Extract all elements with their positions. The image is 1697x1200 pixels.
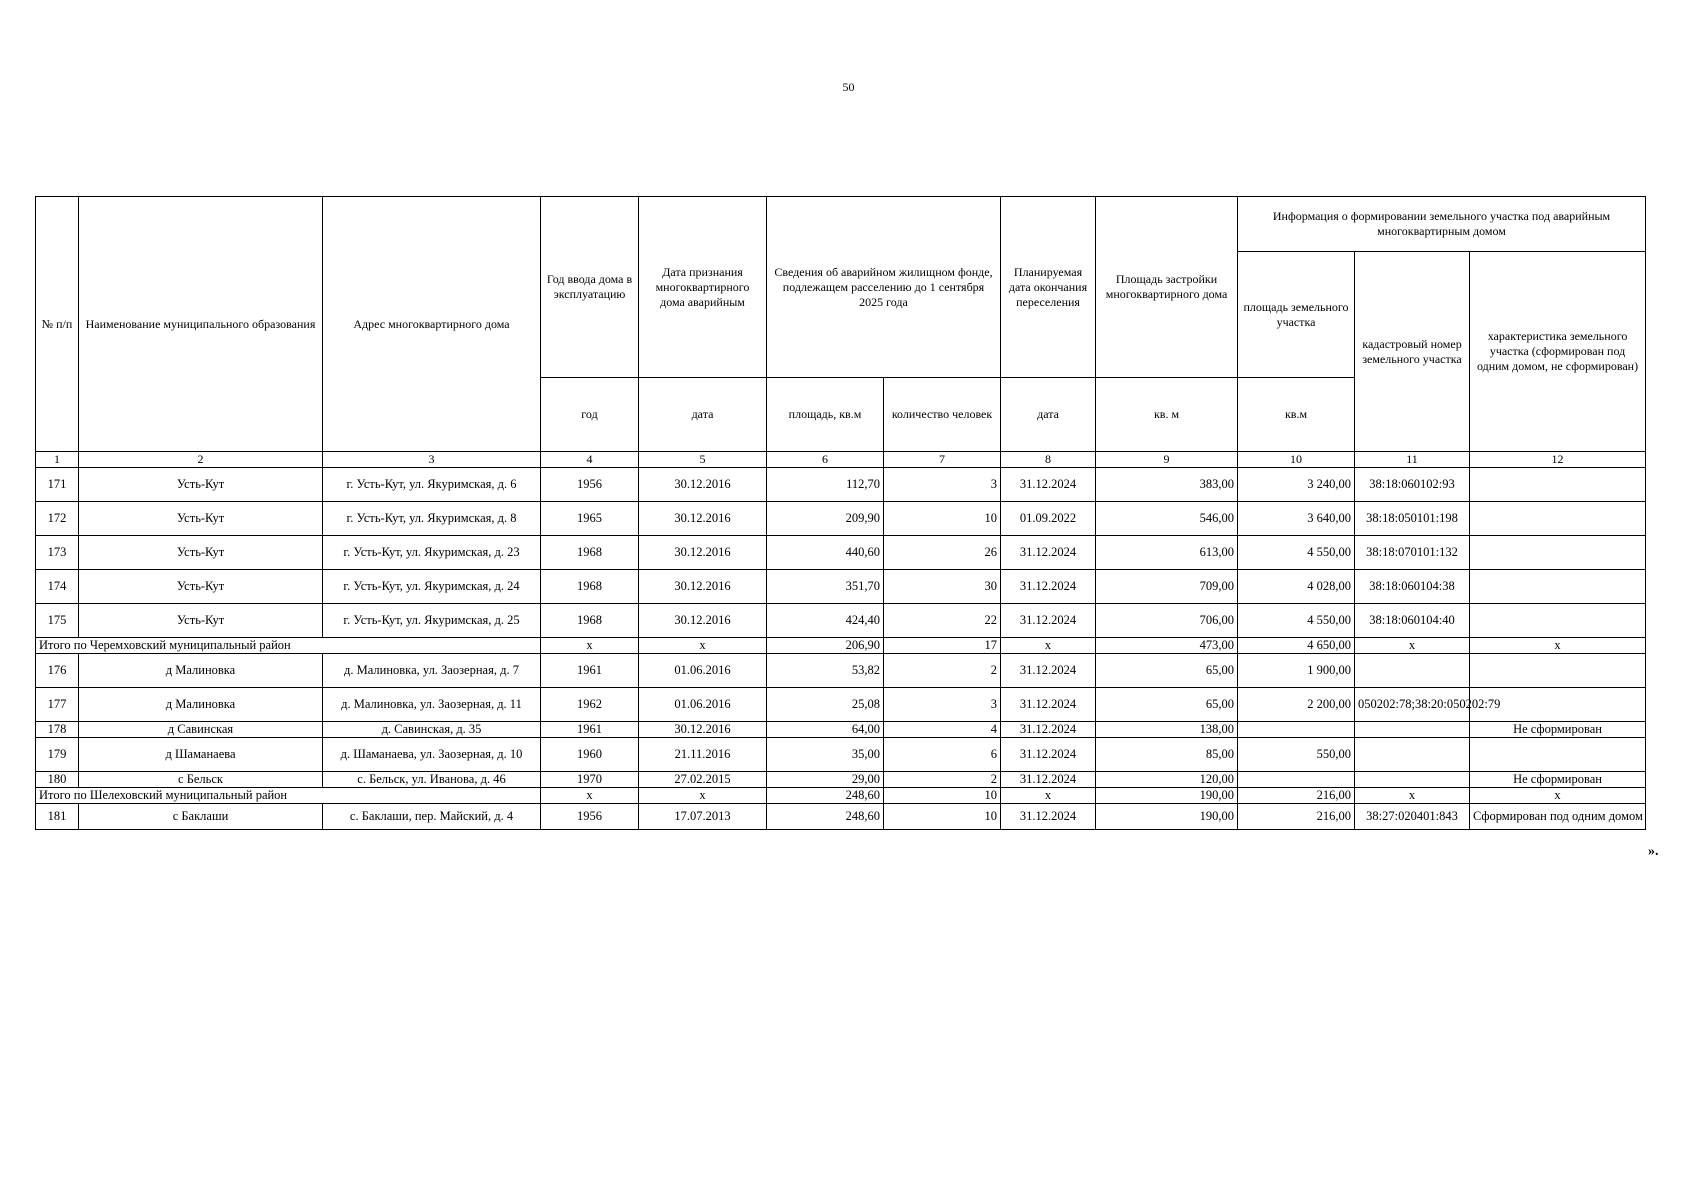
table-row — [36, 604, 1646, 638]
column-number: 4 — [541, 452, 639, 468]
area-cell: 424,40 — [767, 604, 884, 638]
year-cell: 1968 — [541, 536, 639, 570]
plan-date-cell: 01.09.2022 — [1001, 502, 1096, 536]
land-characteristic-cell — [1470, 468, 1646, 502]
area-cell: 440,60 — [767, 536, 884, 570]
header-land-area: площадь земельного участка — [1238, 252, 1355, 378]
subtotal-row — [36, 638, 1646, 654]
cadastral-cell: x — [1355, 638, 1470, 654]
land-area-cell: 3 240,00 — [1238, 468, 1355, 502]
table-row — [36, 738, 1646, 772]
municipality-cell: д Савинская — [79, 722, 323, 738]
cadastral-cell: 38:18:060102:93 — [1355, 468, 1470, 502]
people-cell: 2 — [884, 772, 1001, 788]
year-cell: 1968 — [541, 604, 639, 638]
area-cell: 112,70 — [767, 468, 884, 502]
header-land-characteristic: характеристика земельного участка (сформирован под одним домом, не сформирован) — [1470, 252, 1646, 452]
row-number: 177 — [36, 688, 79, 722]
header-year: Год ввода дома в эксплуатацию — [541, 197, 639, 378]
recognition-date-cell: 27.02.2015 — [639, 772, 767, 788]
cadastral-cell: 38:18:060104:38 — [1355, 570, 1470, 604]
address-cell: с. Бельск, ул. Иванова, д. 46 — [323, 772, 541, 788]
row-number: 173 — [36, 536, 79, 570]
header-municipality: Наименование муниципального образования — [79, 197, 323, 452]
cadastral-cell — [1355, 654, 1470, 688]
column-number: 2 — [79, 452, 323, 468]
building-area-cell: 138,00 — [1096, 722, 1238, 738]
area-cell: 35,00 — [767, 738, 884, 772]
plan-date-cell: 31.12.2024 — [1001, 604, 1096, 638]
recognition-date-cell: x — [639, 788, 767, 804]
table-row — [36, 536, 1646, 570]
land-area-cell — [1238, 722, 1355, 738]
land-characteristic-cell — [1470, 604, 1646, 638]
people-cell: 10 — [884, 788, 1001, 804]
address-cell: г. Усть-Кут, ул. Якуримская, д. 8 — [323, 502, 541, 536]
recognition-date-cell: 01.06.2016 — [639, 688, 767, 722]
column-number: 5 — [639, 452, 767, 468]
land-characteristic-cell — [1470, 536, 1646, 570]
plan-date-cell: x — [1001, 788, 1096, 804]
unit-land-sqm: кв.м — [1238, 378, 1355, 452]
table-row — [36, 772, 1646, 788]
people-cell: 4 — [884, 722, 1001, 738]
building-area-cell: 473,00 — [1096, 638, 1238, 654]
year-cell: 1962 — [541, 688, 639, 722]
municipality-cell: Усть-Кут — [79, 570, 323, 604]
year-cell: 1961 — [541, 654, 639, 688]
table-row — [36, 688, 1646, 722]
recognition-date-cell: x — [639, 638, 767, 654]
people-cell: 3 — [884, 468, 1001, 502]
land-characteristic-cell — [1470, 570, 1646, 604]
municipality-cell: Усть-Кут — [79, 468, 323, 502]
land-characteristic-cell: x — [1470, 788, 1646, 804]
land-characteristic-cell: Не сформирован — [1470, 722, 1646, 738]
plan-date-cell: 31.12.2024 — [1001, 536, 1096, 570]
header-planned-date: Планируемая дата окончания переселения — [1001, 197, 1096, 378]
building-area-cell: 613,00 — [1096, 536, 1238, 570]
plan-date-cell: 31.12.2024 — [1001, 772, 1096, 788]
people-cell: 30 — [884, 570, 1001, 604]
address-cell: г. Усть-Кут, ул. Якуримская, д. 6 — [323, 468, 541, 502]
header-building-area: Площадь застройки многоквартирного дома — [1096, 197, 1238, 378]
row-number: 178 — [36, 722, 79, 738]
land-area-cell: 1 900,00 — [1238, 654, 1355, 688]
building-area-cell: 706,00 — [1096, 604, 1238, 638]
recognition-date-cell: 21.11.2016 — [639, 738, 767, 772]
header-number: № п/п — [36, 197, 79, 452]
land-area-cell: 4 028,00 — [1238, 570, 1355, 604]
year-cell: 1961 — [541, 722, 639, 738]
cadastral-cell: x — [1355, 788, 1470, 804]
area-cell: 351,70 — [767, 570, 884, 604]
subtotal-label: Итого по Шелеховский муниципальный район — [36, 788, 541, 804]
building-area-cell: 120,00 — [1096, 772, 1238, 788]
cadastral-cell: 38:27:020401:843 — [1355, 804, 1470, 830]
municipality-cell: с Бельск — [79, 772, 323, 788]
building-area-cell: 190,00 — [1096, 788, 1238, 804]
recognition-date-cell: 01.06.2016 — [639, 654, 767, 688]
year-cell: 1956 — [541, 468, 639, 502]
recognition-date-cell: 30.12.2016 — [639, 502, 767, 536]
address-cell: д. Малиновка, ул. Заозерная, д. 11 — [323, 688, 541, 722]
building-area-cell: 546,00 — [1096, 502, 1238, 536]
land-characteristic-cell: Сформирован под одним домом — [1470, 804, 1646, 830]
address-cell: г. Усть-Кут, ул. Якуримская, д. 25 — [323, 604, 541, 638]
unit-area: площадь, кв.м — [767, 378, 884, 452]
year-cell: x — [541, 638, 639, 654]
municipality-cell: Усть-Кут — [79, 604, 323, 638]
row-number: 174 — [36, 570, 79, 604]
address-cell: г. Усть-Кут, ул. Якуримская, д. 23 — [323, 536, 541, 570]
land-area-cell: 4 650,00 — [1238, 638, 1355, 654]
column-number: 11 — [1355, 452, 1470, 468]
header-cadastral: кадастровый номер земельного участка — [1355, 252, 1470, 452]
land-area-cell: 4 550,00 — [1238, 536, 1355, 570]
row-number: 172 — [36, 502, 79, 536]
area-cell: 209,90 — [767, 502, 884, 536]
municipality-cell: Усть-Кут — [79, 536, 323, 570]
closing-quote-mark: ». — [1648, 844, 1659, 859]
unit-sqm: кв. м — [1096, 378, 1238, 452]
header-recognition-date: Дата признания многоквартирного дома аварийным — [639, 197, 767, 378]
table-row — [36, 570, 1646, 604]
people-cell: 6 — [884, 738, 1001, 772]
table-row — [36, 722, 1646, 738]
subtotal-label: Итого по Черемховский муниципальный район — [36, 638, 541, 654]
page-number: 50 — [842, 80, 855, 94]
column-number: 9 — [1096, 452, 1238, 468]
column-number: 3 — [323, 452, 541, 468]
table-row — [36, 468, 1646, 502]
area-cell: 248,60 — [767, 788, 884, 804]
land-characteristic-cell — [1470, 502, 1646, 536]
year-cell: 1970 — [541, 772, 639, 788]
column-number-row — [36, 452, 1646, 468]
area-cell: 64,00 — [767, 722, 884, 738]
column-number: 7 — [884, 452, 1001, 468]
year-cell: 1960 — [541, 738, 639, 772]
cadastral-cell: 38:18:070101:132 — [1355, 536, 1470, 570]
land-area-cell: 550,00 — [1238, 738, 1355, 772]
emergency-housing-table — [35, 196, 1646, 830]
cadastral-cell — [1355, 738, 1470, 772]
column-number: 12 — [1470, 452, 1646, 468]
cadastral-cell: 38:18:060104:40 — [1355, 604, 1470, 638]
building-area-cell: 190,00 — [1096, 804, 1238, 830]
plan-date-cell: 31.12.2024 — [1001, 688, 1096, 722]
land-characteristic-cell: x — [1470, 638, 1646, 654]
municipality-cell: Усть-Кут — [79, 502, 323, 536]
people-cell: 22 — [884, 604, 1001, 638]
row-number: 171 — [36, 468, 79, 502]
table-row — [36, 654, 1646, 688]
row-number: 175 — [36, 604, 79, 638]
unit-plan-date: дата — [1001, 378, 1096, 452]
recognition-date-cell: 30.12.2016 — [639, 722, 767, 738]
cadastral-cell: 38:18:050101:198 — [1355, 502, 1470, 536]
land-characteristic-cell — [1470, 654, 1646, 688]
plan-date-cell: 31.12.2024 — [1001, 468, 1096, 502]
header-land-group: Информация о формировании земельного участка под аварийным многоквартирным домом — [1238, 197, 1646, 252]
year-cell: 1968 — [541, 570, 639, 604]
people-cell: 26 — [884, 536, 1001, 570]
header-emergency-fund: Сведения об аварийном жилищном фонде, подлежащем расселению до 1 сентября 2025 года — [767, 197, 1001, 378]
people-cell: 10 — [884, 804, 1001, 830]
row-number: 179 — [36, 738, 79, 772]
unit-date: дата — [639, 378, 767, 452]
address-cell: д. Савинская, д. 35 — [323, 722, 541, 738]
plan-date-cell: x — [1001, 638, 1096, 654]
land-characteristic-cell — [1470, 738, 1646, 772]
municipality-cell: д Малиновка — [79, 688, 323, 722]
recognition-date-cell: 17.07.2013 — [639, 804, 767, 830]
land-area-cell — [1238, 772, 1355, 788]
area-cell: 206,90 — [767, 638, 884, 654]
row-number: 181 — [36, 804, 79, 830]
people-cell: 17 — [884, 638, 1001, 654]
building-area-cell: 65,00 — [1096, 688, 1238, 722]
plan-date-cell: 31.12.2024 — [1001, 570, 1096, 604]
municipality-cell: д Шаманаева — [79, 738, 323, 772]
year-cell: 1965 — [541, 502, 639, 536]
area-cell: 29,00 — [767, 772, 884, 788]
address-cell: д. Шаманаева, ул. Заозерная, д. 10 — [323, 738, 541, 772]
recognition-date-cell: 30.12.2016 — [639, 536, 767, 570]
plan-date-cell: 31.12.2024 — [1001, 722, 1096, 738]
address-cell: г. Усть-Кут, ул. Якуримская, д. 24 — [323, 570, 541, 604]
column-number: 8 — [1001, 452, 1096, 468]
year-cell: 1956 — [541, 804, 639, 830]
municipality-cell: с Баклаши — [79, 804, 323, 830]
row-number: 180 — [36, 772, 79, 788]
table-row — [36, 502, 1646, 536]
area-cell: 248,60 — [767, 804, 884, 830]
unit-people: количество человек — [884, 378, 1001, 452]
people-cell: 10 — [884, 502, 1001, 536]
recognition-date-cell: 30.12.2016 — [639, 468, 767, 502]
row-number: 176 — [36, 654, 79, 688]
column-number: 1 — [36, 452, 79, 468]
land-characteristic-cell: Не сформирован — [1470, 772, 1646, 788]
year-cell: x — [541, 788, 639, 804]
address-cell: д. Малиновка, ул. Заозерная, д. 7 — [323, 654, 541, 688]
building-area-cell: 65,00 — [1096, 654, 1238, 688]
land-area-cell: 216,00 — [1238, 804, 1355, 830]
people-cell: 3 — [884, 688, 1001, 722]
cadastral-cell: 050202:78;38:20:050202:79 — [1355, 688, 1470, 722]
subtotal-row — [36, 788, 1646, 804]
land-area-cell: 4 550,00 — [1238, 604, 1355, 638]
land-area-cell: 3 640,00 — [1238, 502, 1355, 536]
recognition-date-cell: 30.12.2016 — [639, 570, 767, 604]
table-row — [36, 804, 1646, 830]
header-address: Адрес многоквартирного дома — [323, 197, 541, 452]
plan-date-cell: 31.12.2024 — [1001, 738, 1096, 772]
building-area-cell: 709,00 — [1096, 570, 1238, 604]
area-cell: 53,82 — [767, 654, 884, 688]
cadastral-cell — [1355, 722, 1470, 738]
column-number: 6 — [767, 452, 884, 468]
municipality-cell: д Малиновка — [79, 654, 323, 688]
building-area-cell: 383,00 — [1096, 468, 1238, 502]
cadastral-cell — [1355, 772, 1470, 788]
plan-date-cell: 31.12.2024 — [1001, 654, 1096, 688]
recognition-date-cell: 30.12.2016 — [639, 604, 767, 638]
column-number: 10 — [1238, 452, 1355, 468]
unit-year: год — [541, 378, 639, 452]
land-area-cell: 2 200,00 — [1238, 688, 1355, 722]
address-cell: с. Баклаши, пер. Майский, д. 4 — [323, 804, 541, 830]
area-cell: 25,08 — [767, 688, 884, 722]
people-cell: 2 — [884, 654, 1001, 688]
plan-date-cell: 31.12.2024 — [1001, 804, 1096, 830]
building-area-cell: 85,00 — [1096, 738, 1238, 772]
land-area-cell: 216,00 — [1238, 788, 1355, 804]
